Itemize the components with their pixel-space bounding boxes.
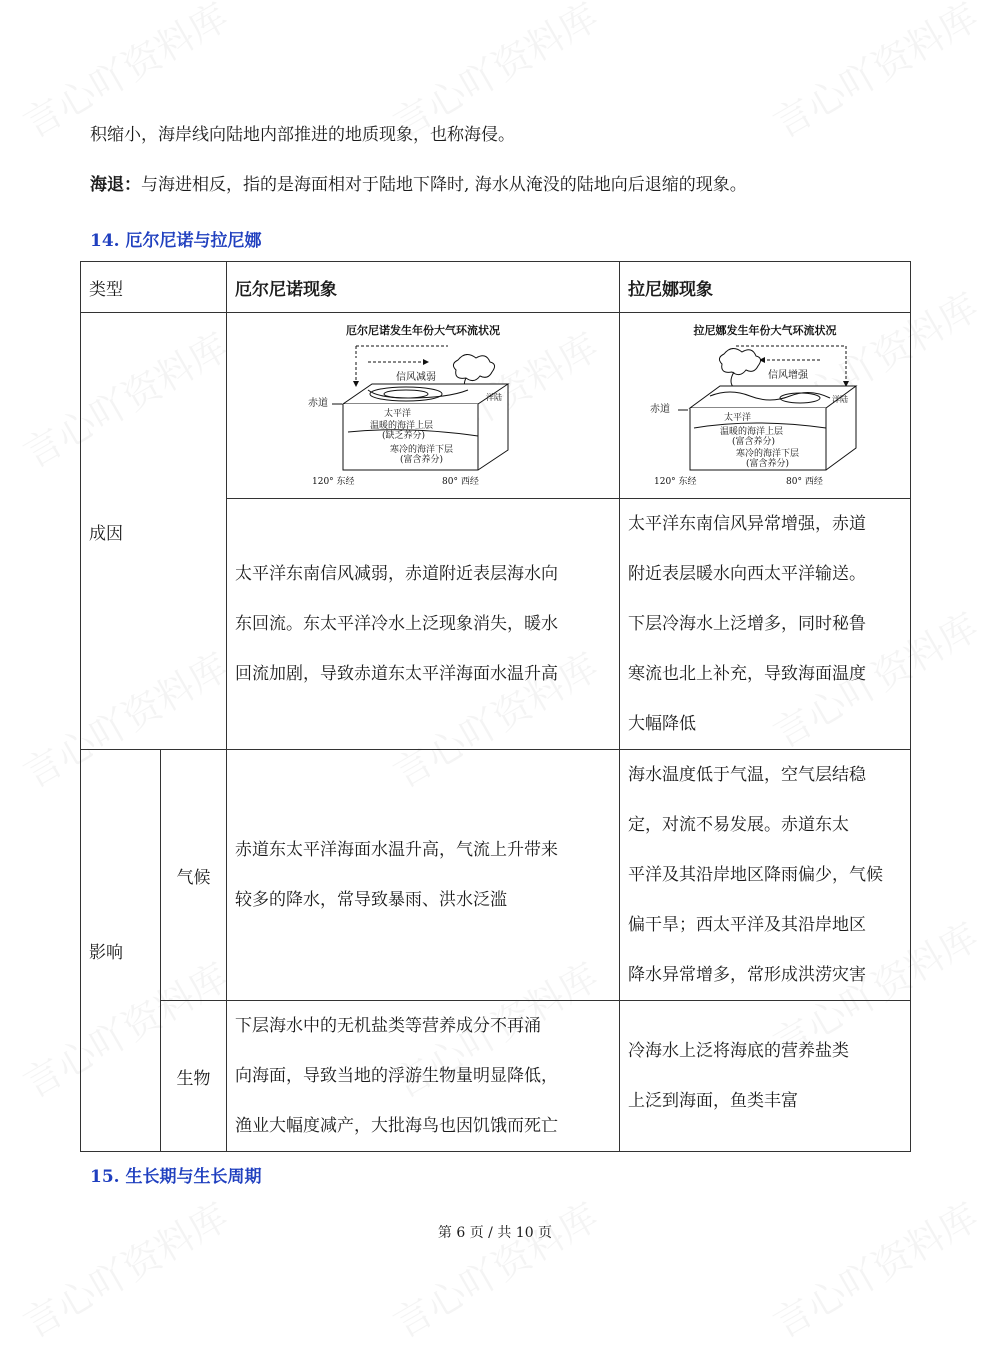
watermark <box>762 0 987 148</box>
lanina-climate-cell <box>620 750 911 1001</box>
elnino-climate-cell <box>227 750 620 1001</box>
text-line: 定，对流不易发展。赤道东太 <box>628 815 849 835</box>
lanina-diagram <box>650 320 880 492</box>
elnino-wind-label: 信风减弱 <box>396 371 436 383</box>
text-line: 上泛到海面，鱼类丰富 <box>628 1091 798 1111</box>
text-line: 附近表层暖水向西太平洋输送。 <box>628 564 866 584</box>
elnino-warm-label: 温暖的海洋上层 <box>370 420 434 431</box>
regression-text: 与海进相反，指的是海面相对于陆地下降时, 海水从淹没的陆地向后退缩的现象。 <box>141 175 747 195</box>
lanina-warm-label: 温暖的海洋上层 <box>720 426 784 437</box>
elnino-lon-east: 80° 西经 <box>442 476 479 487</box>
text-line: 寒流也北上补充，导致海面温度 <box>628 664 866 684</box>
regression-term: 海退： <box>90 175 141 195</box>
section-heading-15: 15. 生长期与生长周期 <box>90 1167 262 1187</box>
text-line: 海水温度低于气温，空气层结稳 <box>628 765 866 785</box>
elnino-diagram-cell <box>227 313 620 499</box>
lanina-cold-label: 寒冷的海洋下层 <box>736 448 800 459</box>
lanina-equator-label: 赤道 <box>650 403 670 415</box>
page-footer: 第 6 页 / 共 10 页 <box>437 1225 553 1241</box>
climate-row <box>81 750 911 1001</box>
lanina-lon-west: 120° 东经 <box>654 476 697 487</box>
regression-definition <box>90 172 747 198</box>
elnino-warm-note: (缺乏养分) <box>382 430 426 441</box>
climate-label: 气候 <box>161 750 227 1001</box>
elnino-equator-label: 赤道 <box>308 397 328 409</box>
cause-label: 成因 <box>81 313 227 750</box>
lanina-cause-cell <box>620 499 911 750</box>
lanina-land-label: 洋陆 <box>832 394 848 404</box>
text-line: 赤道东太平洋海面水温升高，气流上升带来 <box>235 840 558 860</box>
lanina-biology-cell <box>620 1001 911 1152</box>
text-line: 向海面，导致当地的浮游生物量明显降低， <box>235 1066 558 1086</box>
elnino-cause-cell <box>227 499 620 750</box>
elnino-cold-note: (富含养分) <box>400 454 444 465</box>
intro-line: 积缩小，海岸线向陆地内部推进的地质现象，也称海侵。 <box>90 125 515 145</box>
text-line: 平洋及其沿岸地区降雨偏少，气候 <box>628 865 883 885</box>
text-line: 东回流。东太平洋冷水上泛现象消失，暖水 <box>235 614 558 634</box>
text-line: 渔业大幅度减产，大批海鸟也因饥饿而死亡 <box>235 1116 558 1136</box>
text-line: 偏干旱；西太平洋及其沿岸地区 <box>628 915 866 935</box>
cloud-icon <box>453 354 494 380</box>
lanina-wind-label: 信风增强 <box>768 369 808 381</box>
elnino-biology-cell <box>227 1001 620 1152</box>
watermark <box>762 1187 987 1348</box>
text-line: 冷海水上泛将海底的营养盐类 <box>628 1041 849 1061</box>
elnino-diagram <box>308 320 538 492</box>
header-type: 类型 <box>81 262 227 313</box>
elnino-ocean-label: 太平洋 <box>384 408 412 419</box>
cloud-icon <box>719 348 760 374</box>
text-line: 大幅降低 <box>628 714 696 734</box>
biology-label: 生物 <box>161 1001 227 1152</box>
elnino-lon-west: 120° 东经 <box>312 476 355 487</box>
elnino-diagram-title: 厄尔尼诺发生年份大气环流状况 <box>346 323 500 337</box>
elnino-cold-label: 寒冷的海洋下层 <box>390 444 454 455</box>
text-line: 太平洋东南信风异常增强，赤道 <box>628 514 866 534</box>
table-header-row <box>81 262 911 313</box>
lanina-diagram-title: 拉尼娜发生年份大气环流状况 <box>693 323 837 337</box>
text-line: 较多的降水，常导致暴雨、洪水泛滥 <box>235 890 507 910</box>
biology-row <box>81 1001 911 1152</box>
lanina-diagram-cell <box>620 313 911 499</box>
text-line: 降水异常增多，常形成洪涝灾害 <box>628 965 866 985</box>
lanina-cold-note: (富含养分) <box>746 458 790 469</box>
diagram-row <box>81 313 911 499</box>
lanina-ocean-label: 太平洋 <box>724 412 752 423</box>
text-line: 下层海水中的无机盐类等营养成分不再涌 <box>235 1016 541 1036</box>
watermark <box>12 1187 237 1348</box>
elnino-lanina-table <box>80 261 911 1152</box>
elnino-land-label: 洋陆 <box>486 392 502 402</box>
header-elnino: 厄尔尼诺现象 <box>227 262 620 313</box>
text-line: 回流加剧，导致赤道东太平洋海面水温升高 <box>235 664 558 684</box>
impact-label: 影响 <box>81 750 161 1152</box>
text-line: 太平洋东南信风减弱，赤道附近表层海水向 <box>235 564 558 584</box>
lanina-lon-east: 80° 西经 <box>786 476 823 487</box>
section-heading-14: 14. 厄尔尼诺与拉尼娜 <box>90 231 262 251</box>
text-line: 下层冷海水上泛增多，同时秘鲁 <box>628 614 866 634</box>
watermark <box>382 1187 607 1348</box>
lanina-warm-note: (富含养分) <box>732 436 776 447</box>
header-lanina: 拉尼娜现象 <box>620 262 911 313</box>
